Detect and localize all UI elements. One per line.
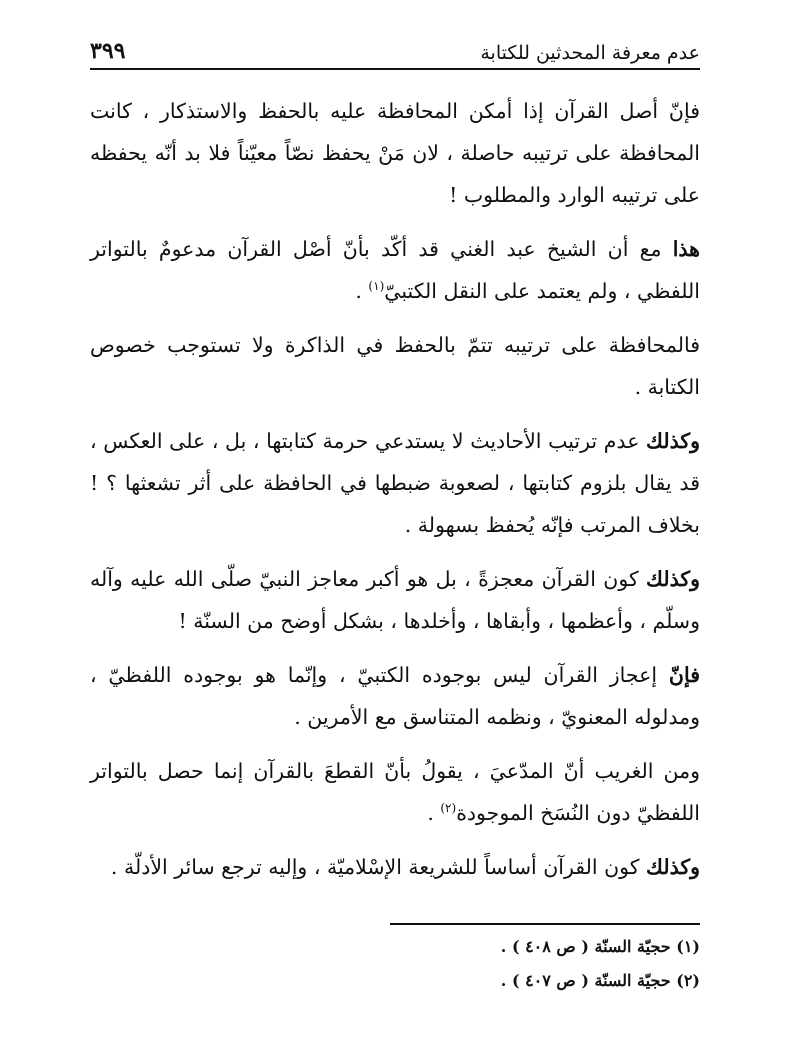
paragraph-text: عدم ترتيب الأحاديث لا يستدعي حرمة كتابتها ، بل ، على العكس ، قد يقال بلزوم كتابتها ، لصعوبة ضبطها في الحافظة على أثر تشعثها ؟ ! بخلاف المرتب فإنّه يُحفظ بسهولة . [90,429,700,537]
paragraph-6 [90,654,700,738]
paragraph-text: كون القرآن أساساً للشريعة الإسْلاميّة ، وإليه ترجع سائر الأدلّة . [110,855,647,879]
paragraph-tail: . [427,801,441,825]
paragraph-lead: فإنّ [668,663,700,687]
footnote-2: (٢) حجيّة السنّة ( ص ٤٠٧ ) . [500,971,700,990]
paragraph-3 [90,324,700,408]
running-title: عدم معرفة المحدثين للكتابة [480,42,700,64]
paragraph-4 [90,420,700,546]
paragraph-text: إعجاز القرآن ليس بوجوده الكتبيّ ، وإنّما هو بوجوده اللفظيّ ، ومدلوله المعنويّ ، ونظمه المتناسق مع الأمرين . [90,663,700,729]
page-header [90,32,700,70]
paragraph-text: كون القرآن معجزةً ، بل هو أكبر معاجز النبيّ صلّى الله عليه وآله وسلّم ، وأعظمها ، وأبقاها ، وأخلدها ، بشكل أوضح من السنّة ! [90,567,700,633]
paragraph-8 [90,846,700,888]
footnote-ref-2: (٢) [440,801,457,816]
paragraph-lead: هذا [672,237,700,261]
paragraph-7 [90,750,700,834]
paragraph-text: فالمحافظة على ترتيبه تتمّ بالحفظ في الذاكرة ولا تستوجب خصوص الكتابة . [90,333,700,399]
paragraph-1 [90,90,700,216]
footnote-separator [390,923,700,925]
paragraph-lead: وكذلك [646,429,700,453]
footnote-ref-1: (١) [368,279,385,294]
page-number: ٣٩٩ [90,38,126,64]
paragraph-lead: وكذلك [646,567,700,591]
paragraph-text: ومن الغريب أنّ المدّعيَ ، يقولُ بأنّ القطعَ بالقرآن إنما حصل بالتواتر اللفظيّ دون النُسَخ الموجودة [90,759,700,825]
footnote-1: (١) حجيّة السنّة ( ص ٤٠٨ ) . [500,937,700,956]
paragraph-tail: . [355,279,369,303]
paragraph-text: فإنّ أصل القرآن إذا أمكن المحافظة عليه بالحفظ والاستذكار ، كانت المحافظة على ترتيبه حاصلة ، لان مَنْ يحفظ نصّاً معيّناً فلا بد أنّه يحفظه على ترتيبه الوارد والمطلوب ! [90,99,700,207]
footnotes [90,930,700,998]
paragraph-5 [90,558,700,642]
paragraph-text: مع أن الشيخ عبد الغني قد أكّد بأنّ أصْل القرآن مدعومٌ بالتواتر اللفظي ، ولم يعتمد على النقل الكتبيّ [90,237,700,303]
page-body [90,90,700,888]
paragraph-lead: وكذلك [646,855,700,879]
paragraph-2 [90,228,700,312]
